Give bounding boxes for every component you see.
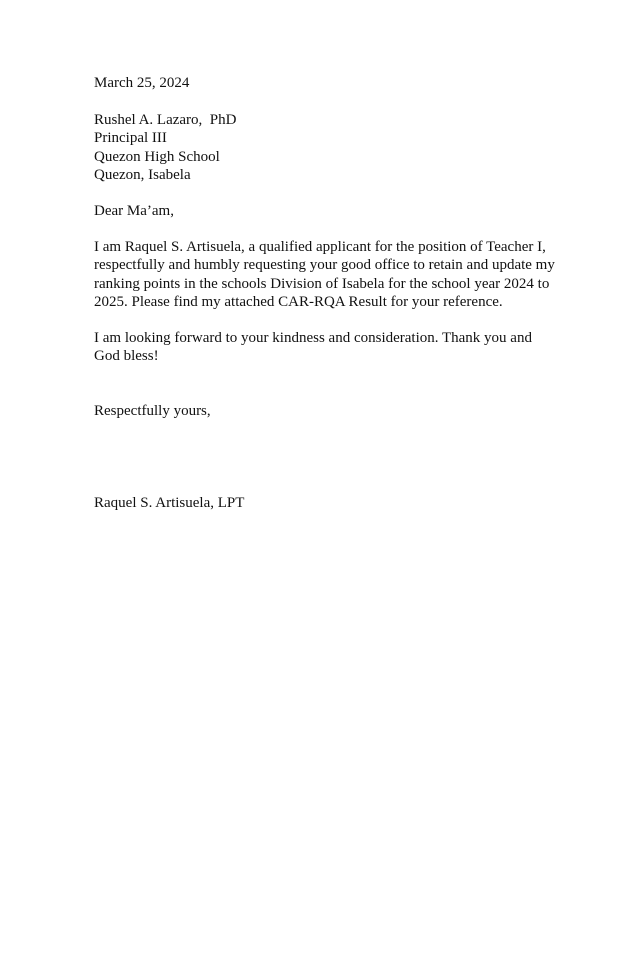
recipient-name: Rushel A. Lazaro, PhD: [94, 112, 237, 129]
paragraph-line: ranking points in the schools Division of Isabela for the school year 2024 to: [94, 275, 550, 292]
letter-date-block: [94, 74, 564, 92]
paragraph-closing-remarks: [94, 329, 564, 365]
complimentary-close: Respectfully yours,: [94, 403, 211, 420]
salutation-block: [94, 202, 564, 220]
complimentary-close-block: [94, 402, 564, 420]
salutation: Dear Ma’am,: [94, 203, 174, 220]
signature-space: [94, 421, 564, 494]
signature-name: Raquel S. Artisuela, LPT: [94, 494, 245, 511]
paragraph-line: God bless!: [94, 348, 159, 365]
recipient-location: Quezon, Isabela: [94, 166, 191, 183]
letter-date: March 25, 2024: [94, 75, 190, 91]
recipient-school: Quezon High School: [94, 148, 220, 165]
signature-block: [94, 494, 564, 512]
letter-body: [94, 74, 564, 512]
paragraph-request: [94, 238, 564, 311]
recipient-position: Principal III: [94, 130, 167, 147]
paragraph-line: 2025. Please find my attached CAR-RQA Result for your reference.: [94, 293, 503, 310]
paragraph-line: respectfully and humbly requesting your good office to retain and update my: [94, 257, 555, 274]
paragraph-line: I am looking forward to your kindness and consideration. Thank you and: [94, 330, 532, 347]
recipient-address-block: [94, 111, 564, 184]
paragraph-line: I am Raquel S. Artisuela, a qualified applicant for the position of Teacher I,: [94, 239, 546, 256]
